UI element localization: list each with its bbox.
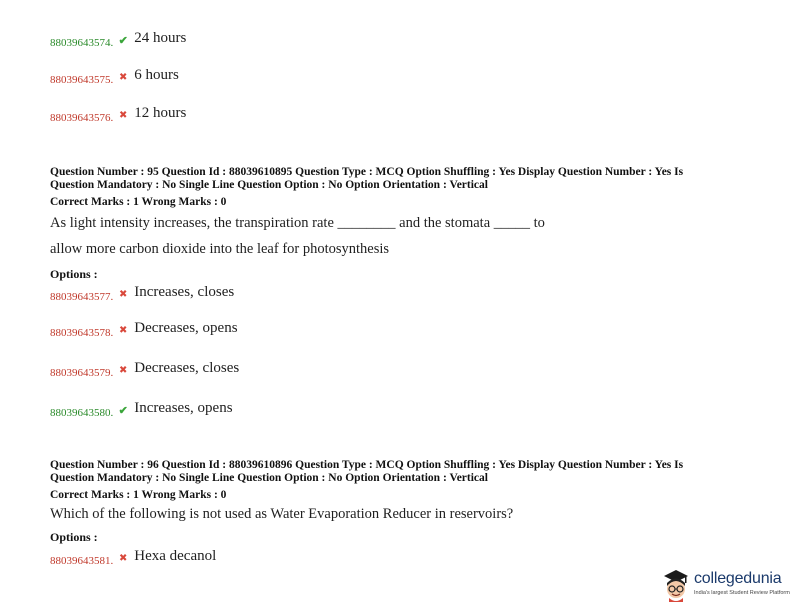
- options-label: Options :: [50, 267, 98, 281]
- cross-icon: ✖: [119, 553, 128, 564]
- option-text: Decreases, opens: [134, 320, 238, 336]
- option-row: [50, 320, 238, 339]
- option-text: Hexa decanol: [134, 548, 217, 564]
- option-text: Increases, closes: [134, 284, 235, 300]
- option-id: 88039643577.: [50, 291, 114, 303]
- option-text: 12 hours: [134, 105, 187, 121]
- cross-icon: ✖: [119, 72, 128, 83]
- check-icon: ✔: [118, 405, 128, 417]
- question-marks: Correct Marks : 1 Wrong Marks : 0: [50, 489, 227, 501]
- option-id: 88039643575.: [50, 74, 114, 86]
- check-icon: ✔: [118, 35, 128, 47]
- option-row: [50, 548, 216, 567]
- option-row: [50, 30, 186, 49]
- cross-icon: ✖: [119, 325, 128, 336]
- question-meta-line2: Question Mandatory : No Single Line Question Option : No Option Orientation : Vertical: [50, 472, 488, 484]
- brand-wordmark: collegedunia: [694, 570, 782, 587]
- question-meta-line2: Question Mandatory : No Single Line Question Option : No Option Orientation : Vertical: [50, 179, 488, 191]
- option-id: 88039643578.: [50, 327, 114, 339]
- options-label: Options :: [50, 530, 98, 544]
- question-text-line1: As light intensity increases, the transpiration rate ________ and the stomata _____ to: [50, 215, 545, 231]
- mascot-icon: [660, 568, 692, 604]
- option-text: 6 hours: [134, 67, 179, 83]
- question-meta-line1: Question Number : 96 Question Id : 88039610896 Question Type : MCQ Option Shuffling : Yes Display Question Number : Yes Is: [50, 459, 684, 471]
- collegedunia-logo: [660, 564, 790, 608]
- option-row: [50, 284, 234, 303]
- cross-icon: ✖: [119, 289, 128, 300]
- option-text: Increases, opens: [134, 400, 233, 416]
- question-meta-line1: Question Number : 95 Question Id : 88039610895 Question Type : MCQ Option Shuffling : Yes Display Question Number : Yes Is: [50, 166, 684, 178]
- cross-icon: ✖: [119, 365, 128, 376]
- option-row: [50, 105, 186, 124]
- option-row: [50, 360, 239, 379]
- question-text-line1: Which of the following is not used as Water Evaporation Reducer in reservoirs?: [50, 506, 514, 522]
- question-marks: Correct Marks : 1 Wrong Marks : 0: [50, 196, 227, 208]
- cross-icon: ✖: [119, 110, 128, 121]
- brand-tagline: India's largest Student Review Platform: [694, 590, 790, 596]
- option-id: 88039643580.: [50, 407, 114, 419]
- option-text: 24 hours: [134, 30, 187, 46]
- option-text: Decreases, closes: [134, 360, 240, 376]
- option-row: [50, 400, 233, 419]
- option-id: 88039643574.: [50, 37, 114, 49]
- option-row: [50, 67, 179, 86]
- option-id: 88039643581.: [50, 555, 114, 567]
- option-id: 88039643576.: [50, 112, 114, 124]
- question-text-line2: allow more carbon dioxide into the leaf for photosynthesis: [50, 241, 390, 257]
- option-id: 88039643579.: [50, 367, 114, 379]
